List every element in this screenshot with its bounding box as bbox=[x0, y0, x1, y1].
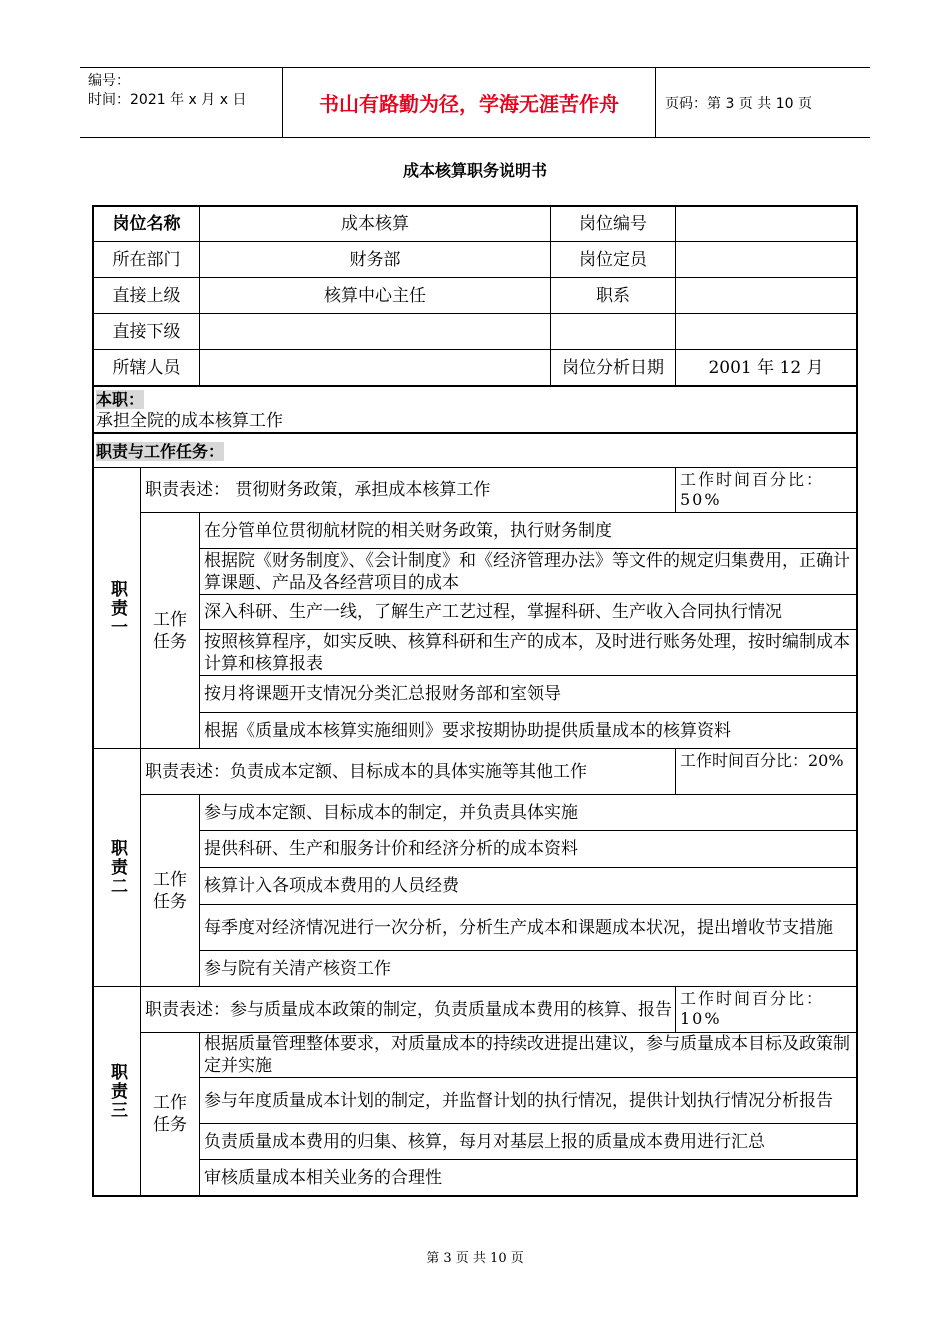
duties-label: 职责与工作任务： bbox=[96, 442, 225, 461]
duty2-task-label: 工作任务 bbox=[153, 869, 187, 912]
header-motto: 书山有路勤为径，学海无涯苦作舟 bbox=[282, 68, 656, 137]
duty1-task-label-cell bbox=[141, 513, 199, 748]
duty1-desc: 职责表述： 贯彻财务政策，承担成本核算工作 bbox=[145, 480, 491, 500]
duty2-desc: 职责表述：负责成本定额、目标成本的具体实施等其他工作 bbox=[145, 761, 587, 782]
benzhi-row bbox=[96, 389, 836, 411]
value-position-name: 成本核算 bbox=[341, 214, 409, 234]
duty2-task-4: 每季度对经济情况进行一次分析，分析生产成本和课题成本状况，提出增收节支措施 bbox=[204, 917, 833, 938]
value-row4-extra bbox=[676, 314, 856, 349]
page-header bbox=[80, 67, 870, 138]
benzhi-text: 承担全院的成本核算工作 bbox=[96, 411, 283, 431]
value-staff-managed bbox=[200, 350, 550, 385]
value-department: 财务部 bbox=[349, 249, 401, 270]
label-headcount: 岗位定员 bbox=[579, 249, 647, 270]
duty3-pct: 工作时间百分比：10% bbox=[680, 989, 825, 1028]
label-staff-managed: 所辖人员 bbox=[112, 357, 181, 378]
value-position-code bbox=[676, 207, 856, 241]
value-analysis-date: 2001 年 12 月 bbox=[708, 357, 824, 378]
value-headcount bbox=[676, 242, 856, 277]
duty1-task-2: 根据院《财务制度》、《会计制度》和《经济管理办法》等文件的规定归集费用，正确计算课题、产品及各经营项目的成本 bbox=[204, 550, 850, 593]
duty1-task-label: 工作任务 bbox=[153, 609, 187, 652]
duty3-task-label-cell bbox=[141, 1033, 199, 1195]
label-job-family: 职系 bbox=[596, 285, 630, 306]
page-footer: 第 3 页 共 10 页 bbox=[426, 1251, 524, 1266]
label-department: 所在部门 bbox=[112, 249, 181, 270]
duty2-name: 职责二 bbox=[107, 839, 127, 896]
duty1-task-5: 按月将课题开支情况分类汇总报财务部和室领导 bbox=[204, 684, 561, 704]
duty2-task-2: 提供科研、生产和服务计价和经济分析的成本资料 bbox=[204, 839, 578, 859]
duty3-name-cell bbox=[94, 987, 140, 1195]
label-direct-superior: 直接上级 bbox=[112, 285, 181, 306]
value-direct-subordinate bbox=[200, 314, 550, 349]
duty1-task-4: 按照核算程序，如实反映、核算科研和生产的成本，及时进行账务处理，按时编制成本计算和核算报表 bbox=[204, 631, 850, 674]
label-position-code: 岗位编号 bbox=[579, 214, 647, 234]
label-direct-subordinate: 直接下级 bbox=[112, 321, 181, 342]
duty1-task-3: 深入科研、生产一线，了解生产工艺过程，掌握科研、生产收入合同执行情况 bbox=[204, 602, 782, 622]
benzhi-label: 本职： bbox=[96, 390, 145, 409]
duty1-pct: 工作时间百分比：50% bbox=[680, 470, 825, 509]
duty1-task-6: 根据《质量成本核算实施细则》要求按期协助提供质量成本的核算资料 bbox=[204, 720, 731, 741]
code-label: 编号： bbox=[88, 73, 130, 89]
time-label: 时间：2021 年 x 月 x 日 bbox=[88, 92, 247, 108]
document-title: 成本核算职务说明书 bbox=[402, 161, 547, 180]
value-direct-superior: 核算中心主任 bbox=[324, 285, 426, 306]
duty3-task-4: 审核质量成本相关业务的合理性 bbox=[204, 1167, 442, 1188]
header-page-info: 页码：第 3 页 共 10 页 bbox=[665, 95, 812, 112]
duty3-task-3: 负责质量成本费用的归集、核算，每月对基层上报的质量成本费用进行汇总 bbox=[204, 1131, 765, 1152]
duty3-task-label: 工作任务 bbox=[153, 1093, 187, 1135]
label-row4-extra bbox=[551, 314, 675, 349]
header-meta bbox=[80, 68, 282, 137]
duties-header bbox=[96, 441, 836, 463]
duty3-task-2: 参与年度质量成本计划的制定，并监督计划的执行情况，提供计划执行情况分析报告 bbox=[204, 1090, 833, 1111]
duty2-pct: 工作时间百分比：20% bbox=[680, 751, 844, 770]
label-position-name: 岗位名称 bbox=[112, 214, 181, 234]
duty3-name: 职责三 bbox=[107, 1062, 127, 1120]
duty3-desc: 职责表述：参与质量成本政策的制定，负责质量成本费用的核算、报告 bbox=[145, 999, 672, 1020]
job-description-table bbox=[92, 205, 858, 1197]
value-job-family bbox=[676, 278, 856, 313]
duty2-task-label-cell bbox=[141, 795, 199, 986]
duty2-task-3: 核算计入各项成本费用的人员经费 bbox=[204, 876, 459, 896]
duty2-task-5: 参与院有关清产核资工作 bbox=[204, 958, 391, 979]
duty1-task-1: 在分管单位贯彻航材院的相关财务政策，执行财务制度 bbox=[204, 520, 612, 541]
duty2-name-cell bbox=[94, 749, 140, 986]
duty2-task-1: 参与成本定额、目标成本的制定，并负责具体实施 bbox=[204, 802, 578, 823]
label-analysis-date: 岗位分析日期 bbox=[562, 357, 664, 378]
duty1-name-cell bbox=[94, 468, 140, 748]
duty3-task-1: 根据质量管理整体要求，对质量成本的持续改进提出建议，参与质量成本目标及政策制定并实施 bbox=[204, 1034, 850, 1076]
duty1-name: 职责一 bbox=[107, 579, 127, 637]
